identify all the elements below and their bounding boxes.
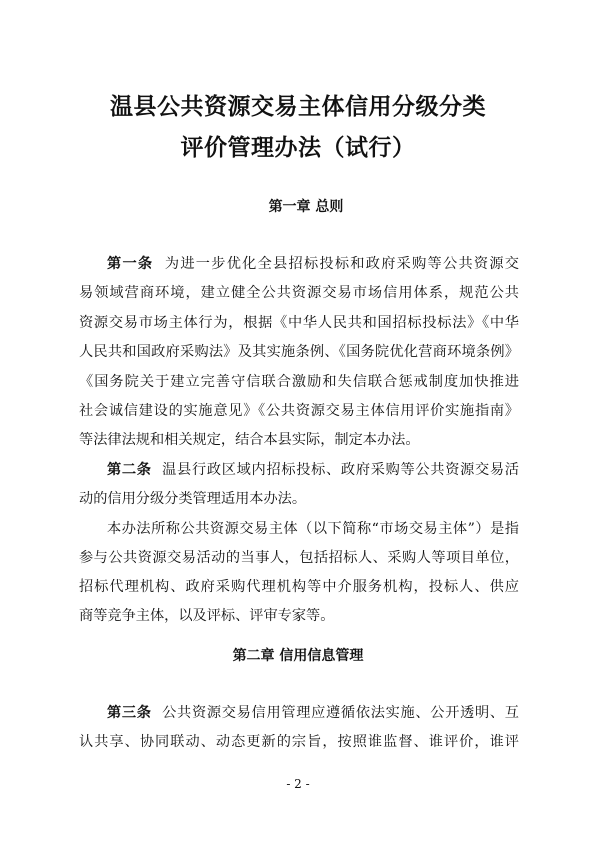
article-1-line-3: 资源交易市场主体行为，根据《中华人民共和国招标投标法》《中华 [79,315,519,331]
article-1-line-4: 人民共和国政府采购法》及其实施条例、《国务院优化营商环境条例》 [79,344,519,360]
paragraph-line-3: 招标代理机构、政府采购代理机构等中介服务机构，投标人、供应 [79,579,519,595]
document-title-line-2: 评价管理办法（试行） [180,134,416,161]
article-3-line-1 [107,703,519,723]
article-3-label: 第三条 [107,705,152,721]
document-title-line-1: 温县公共资源交易主体信用分级分类 [110,93,486,120]
page-number: - 2 - [286,777,310,791]
article-1-line-6: 社会诚信建设的实施意见》《公共资源交易主体信用评价实施指南》 [79,403,519,419]
article-1-line-7: 等法律法规和相关规定，结合本县实际，制定本办法。 [79,432,420,448]
chapter-1-heading: 第一章 总则 [268,199,344,215]
article-2-line-1 [107,460,519,480]
article-1-line-2: 易领域营商环境，建立健全公共资源交易市场信用体系，规范公共 [79,285,519,301]
article-1-label: 第一条 [107,256,154,272]
article-1-line-5: 《国务院关于建立完善守信联合激励和失信联合惩戒制度加快推进 [79,374,519,390]
article-3-text: 公共资源交易信用管理应遵循依法实施、公开透明、互 [162,705,519,721]
paragraph-line-4: 商等竞争主体，以及评标、评审专家等。 [79,608,335,624]
paragraph-line-2: 参与公共资源交易活动的当事人，包括招标人、采购人等项目单位， [79,550,519,566]
article-2-text: 温县行政区域内招标投标、政府采购等公共资源交易活 [162,462,519,478]
article-2-line-2: 动的信用分级分类管理适用本办法。 [79,491,307,507]
article-3-line-2: 认共享、协同联动、动态更新的宗旨，按照谁监督、谁评价，谁评 [79,734,519,750]
article-2-label: 第二条 [107,462,152,478]
article-1-text: 为进一步优化全县招标投标和政府采购等公共资源交 [164,256,519,272]
chapter-2-heading: 第二章 信用信息管理 [232,648,364,664]
article-1-line-1 [107,254,519,274]
paragraph-line-1: 本办法所称公共资源交易主体（以下简称“市场交易主体”）是指 [107,521,519,537]
